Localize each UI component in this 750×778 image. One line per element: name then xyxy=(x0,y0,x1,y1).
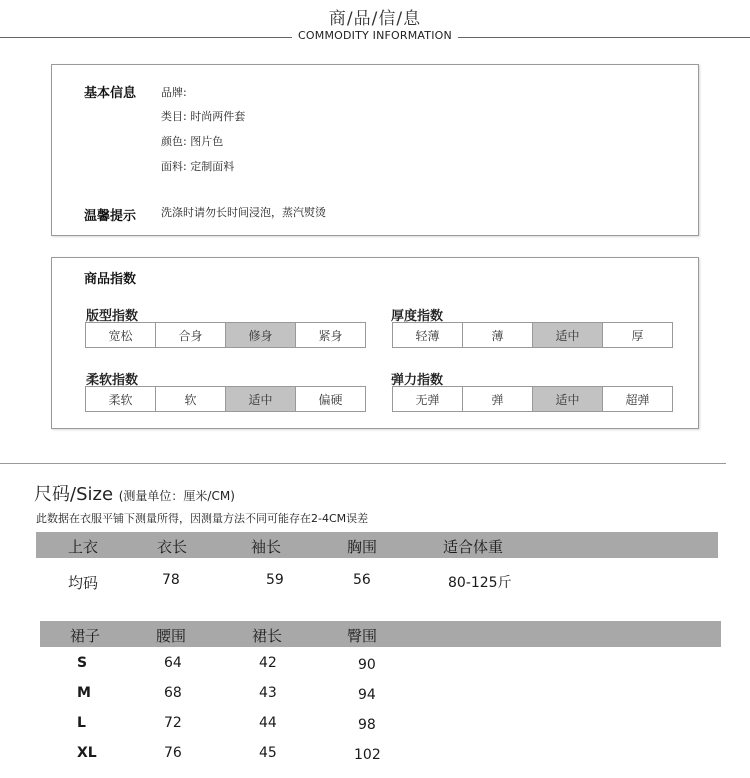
table-cell: 43 xyxy=(259,685,277,701)
table-cell: 76 xyxy=(164,745,182,761)
page-subtitle: COMMODITY INFORMATION xyxy=(0,29,750,42)
table-cell: L xyxy=(77,715,86,731)
color-row: 颜色: 图片色 xyxy=(161,135,224,148)
fit-index-scale xyxy=(85,322,366,348)
fabric-row: 面料: 定制面料 xyxy=(161,160,235,173)
scale-option: 宽松 xyxy=(86,323,156,347)
basic-info-panel xyxy=(51,64,699,236)
scale-option-selected: 适中 xyxy=(533,323,603,347)
table-cell: S xyxy=(77,655,88,671)
table-header-cell: 上衣 xyxy=(68,538,99,556)
scale-option: 无弹 xyxy=(393,387,463,411)
table-header-cell: 臀围 xyxy=(347,627,378,645)
table-header-cell: 适合体重 xyxy=(443,538,504,556)
skirt-table-header xyxy=(40,621,721,647)
scale-option: 偏硬 xyxy=(318,392,343,407)
size-unit: (测量单位：厘米/CM) xyxy=(118,489,235,503)
product-index-label: 商品指数 xyxy=(84,272,137,287)
scale-option: 弹 xyxy=(463,387,533,411)
table-cell: 42 xyxy=(259,655,277,671)
table-cell: XL xyxy=(77,745,97,761)
table-row xyxy=(36,572,718,592)
size-title-text: 尺码/Size xyxy=(34,484,114,505)
size-note: 此数据在衣服平铺下测量所得，因测量方法不同可能存在2-4CM误差 xyxy=(36,512,369,525)
table-cell: 90 xyxy=(358,657,376,673)
scale-option: 厚 xyxy=(631,328,644,343)
category-row: 类目: 时尚两件套 xyxy=(161,110,246,123)
care-tip-text: 洗涤时请勿长时间浸泡，蒸汽熨烫 xyxy=(161,206,326,219)
scale-option: 合身 xyxy=(156,323,226,347)
table-cell: 59 xyxy=(266,572,284,588)
table-cell: 64 xyxy=(164,655,182,671)
table-cell: 68 xyxy=(164,685,182,701)
table-row xyxy=(40,655,721,675)
softness-index-title: 柔软指数 xyxy=(86,373,139,388)
size-title xyxy=(34,480,235,506)
top-table-header xyxy=(36,532,718,558)
section-divider xyxy=(0,463,726,464)
table-cell: 78 xyxy=(162,572,180,588)
scale-option: 薄 xyxy=(463,323,533,347)
scale-option: 超弹 xyxy=(625,392,650,407)
thickness-index-scale xyxy=(392,322,673,348)
table-header-cell: 袖长 xyxy=(251,538,282,556)
page-title: 商/品/信/息 xyxy=(328,9,422,29)
softness-index-scale xyxy=(85,386,366,412)
table-header-cell: 衣长 xyxy=(157,538,188,556)
table-cell: 45 xyxy=(259,745,277,761)
scale-option-selected: 修身 xyxy=(226,323,296,347)
table-cell: 94 xyxy=(358,687,376,703)
table-cell: 均码 xyxy=(68,574,99,592)
scale-option: 紧身 xyxy=(318,328,343,343)
table-cell: 56 xyxy=(353,572,371,588)
table-cell: M xyxy=(77,685,91,701)
brand-row: 品牌: xyxy=(161,86,187,99)
table-cell: 102 xyxy=(354,747,381,763)
basic-info-label: 基本信息 xyxy=(84,86,137,101)
table-row xyxy=(40,685,721,705)
table-row xyxy=(40,745,721,765)
scale-option-selected: 适中 xyxy=(533,387,603,411)
table-row xyxy=(40,715,721,735)
table-header-cell: 裙长 xyxy=(252,627,283,645)
scale-option: 轻薄 xyxy=(393,323,463,347)
scale-option: 柔软 xyxy=(86,387,156,411)
scale-option: 软 xyxy=(156,387,226,411)
scale-option-selected: 适中 xyxy=(226,387,296,411)
table-header-cell: 腰围 xyxy=(156,627,187,645)
table-cell: 80-125斤 xyxy=(448,575,512,591)
table-cell: 98 xyxy=(358,717,376,733)
table-cell: 72 xyxy=(164,715,182,731)
table-header-cell: 胸围 xyxy=(347,538,378,556)
table-header-cell: 裙子 xyxy=(70,627,101,645)
care-tip-label: 温馨提示 xyxy=(84,209,137,224)
elasticity-index-scale xyxy=(392,386,673,412)
fit-index-title: 版型指数 xyxy=(86,309,139,324)
elasticity-index-title: 弹力指数 xyxy=(391,373,444,388)
table-cell: 44 xyxy=(259,715,277,731)
thickness-index-title: 厚度指数 xyxy=(391,309,444,324)
